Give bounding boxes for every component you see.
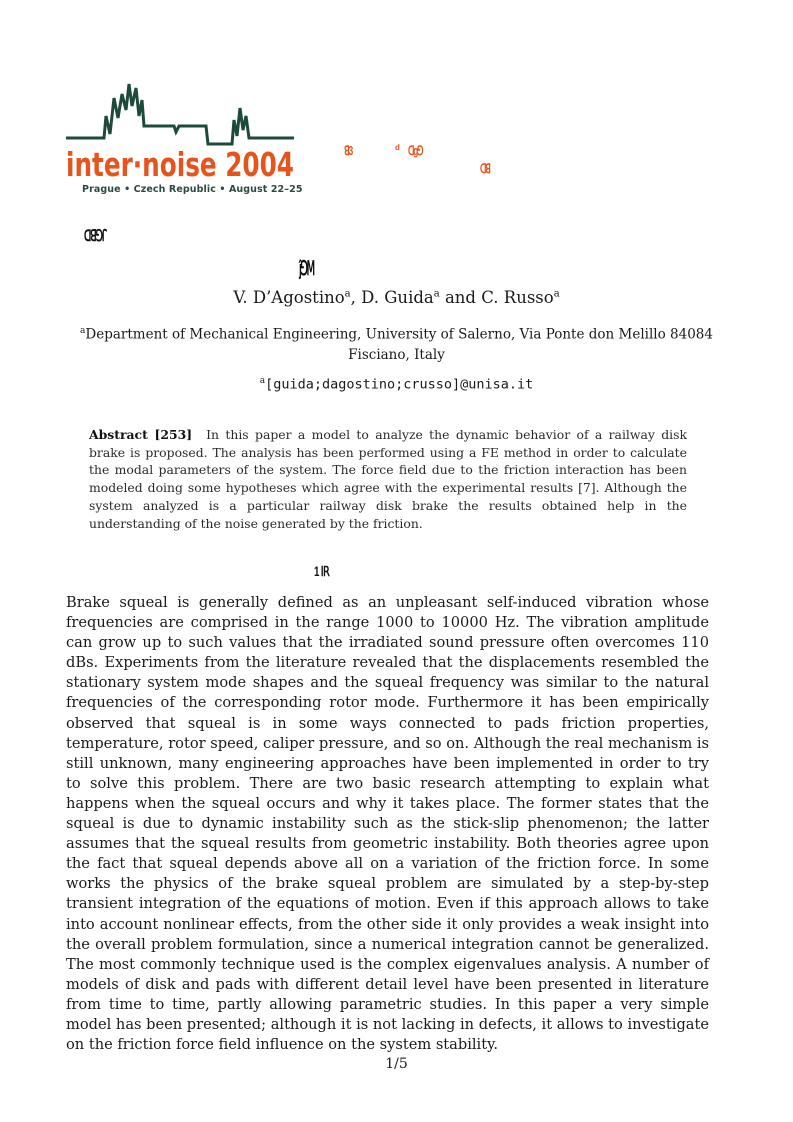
header-fragment-3: ꓷꓭ (480, 161, 490, 176)
author-2: D. Guida (361, 288, 434, 307)
page-number: 1/5 (385, 1056, 408, 1072)
conference-logo (66, 76, 303, 198)
authors (0, 288, 793, 307)
logo-subtitle: Prague • Czech Republic • August 22–25 (82, 184, 303, 195)
email-marker: a (259, 376, 266, 386)
abstract (89, 426, 687, 532)
affiliation-text: Department of Mechanical Engineering, University of Salerno, Via Ponte don Melillo 84084 Fisciano, Italy (85, 326, 713, 363)
section-heading (314, 563, 329, 580)
author-2-affil: a (433, 288, 440, 300)
section-title: ꓲꓣ (320, 563, 330, 579)
body-paragraph: Brake squeal is generally defined as an unpleasant self-induced vibration whose frequencies are comprised in the range 1000 to 10000 Hz. The vibration amplitude can grow up to such values that the irradiated sound pressure often overcomes 110 dBs. Experiments from the literature revealed that the displacements resembled the stationary system mode shapes and the squeal frequency was similar to the natural frequencies of the corresponding rotor mode. Furthermore it has been empirically observed that squeal is in some ways connected to pads friction properties, temperature, rotor speed, caliper pressure, and so on. Although the real mechanism is still unknown, many engineering approaches have been implemented in order to try to solve this problem. There are two basic research attempting to explain what happens when the squeal occurs and why it takes place. The former states that the squeal is due to dynamic instability such as the stick-slip phenomenon; the latter assumes that the squeal results from geometric instability. Both theories agree upon the fact that squeal depends above all on a variation of the friction force. In some works the physics of the brake squeal problem are simulated by a step-by-step transient integration of the equations of motion. Even if this approach allows to take into account nonlinear effects, from the other side it only provides a weak insight into the overall problem formulation, since a numerical integration cannot be generalized. The most commonly technique used is the complex eigenvalues analysis. A number of models of disk and pads with different detail level have been presented in literature from time to time, partly allowing parametric studies. In this paper a very simple model has been presented; although it is not lacking in defects, it allows to investigate on the friction force field influence on the system stability. (66, 594, 709, 1054)
abstract-label: Abstract [253] (89, 427, 193, 442)
email-address: [guida;dagostino;crusso]@unisa.it (265, 376, 534, 393)
author-3: C. Russo (481, 288, 554, 307)
author-separator: , (350, 288, 362, 307)
author-separator-and: and (439, 288, 482, 307)
affiliation (60, 321, 733, 365)
header-fragment-2: ꓷɡꓨ (408, 143, 423, 158)
logo-wordmark: inter·noise 2004 (66, 145, 294, 184)
header-superscript: d (395, 143, 400, 152)
wordmark-logo-icon (66, 142, 294, 186)
section-number: 1 (314, 563, 319, 579)
affiliation-marker: a (80, 326, 86, 336)
skyline-line-icon (66, 76, 294, 146)
paper-title: ĵꓨꓟ (299, 258, 314, 280)
paper-reference: ꓷꓭꓨꓩ (84, 228, 106, 245)
author-email (0, 376, 793, 393)
author-1-affil: a (344, 288, 351, 300)
author-3-affil: a (553, 288, 560, 300)
abstract-text: In this paper a model to analyze the dynamic behavior of a railway disk brake is proposed. The analysis has been performed using a FE method in order to calculate the modal parameters of the system. The force field due to the friction interaction has been modeled doing some hypotheses which agree with the experimental results [7]. Although the system analyzed is a particular railway disk brake the results obtained help in the understanding of the noise generated by the friction. (89, 427, 687, 531)
header-fragment-1: ꓭ3 (344, 143, 352, 158)
author-1: V. D’Agostino (233, 288, 345, 307)
